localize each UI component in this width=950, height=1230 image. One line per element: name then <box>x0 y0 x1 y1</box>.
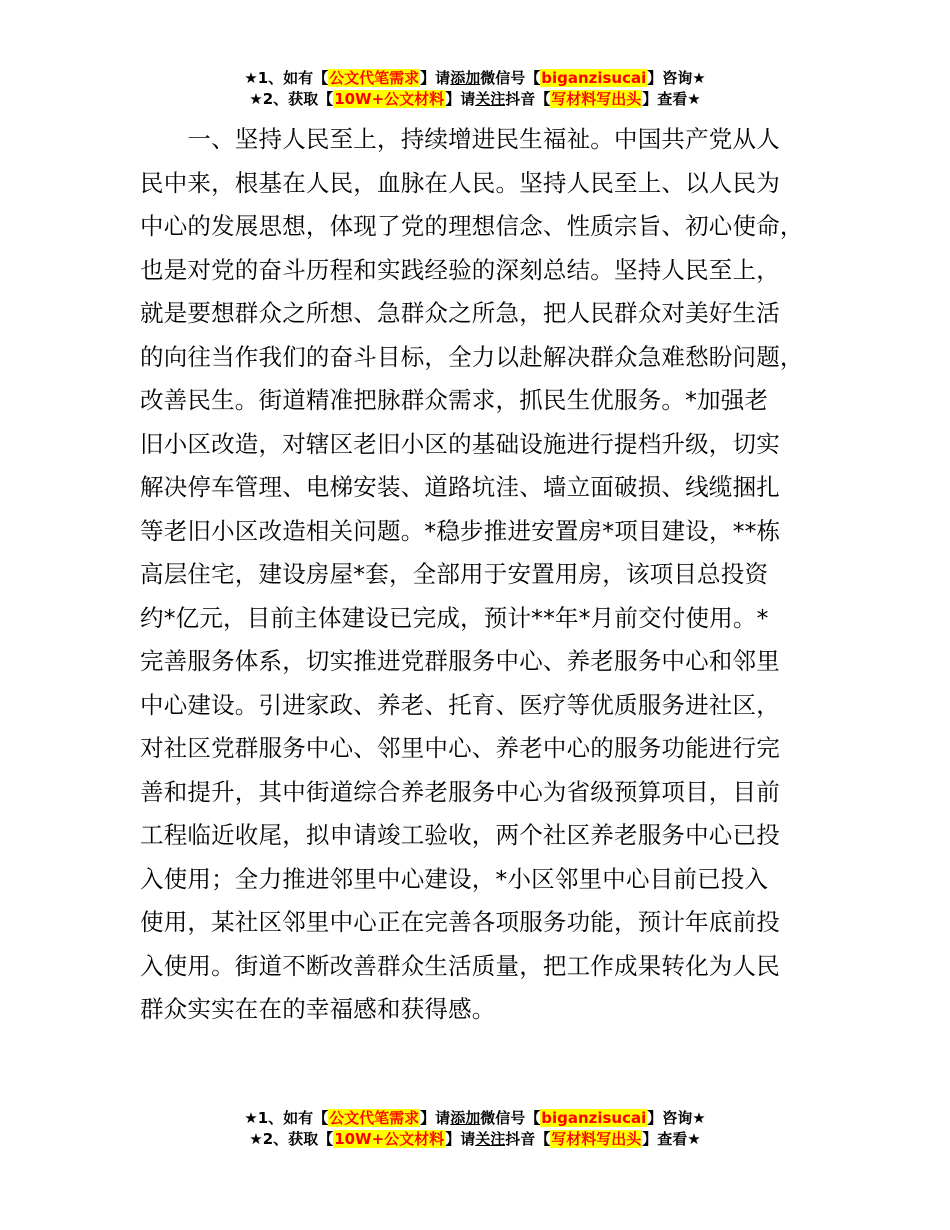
document-body <box>140 118 840 1032</box>
footer-line-2-middle-a: 】请 <box>445 1130 476 1148</box>
banner-highlight-materials: 10W+公文材料 <box>334 90 445 108</box>
body-line: 善和提升，其中街道综合养老服务中心为省级预算项目，目前 <box>140 777 780 806</box>
banner-line-1-middle-a: 】请 <box>420 69 451 87</box>
footer-line-2-prefix: ★2、获取【 <box>249 1130 334 1148</box>
banner-line-1 <box>0 68 950 89</box>
banner-line-2-middle-a: 】请 <box>445 90 476 108</box>
banner-line-2 <box>0 89 950 110</box>
body-line: 解决停车管理、电梯安装、道路坑洼、墙立面破损、线缆捆扎 <box>140 473 780 501</box>
body-line: 改善民生。街道精准把脉群众需求，抓民生优服务。*加强老 <box>140 386 769 414</box>
footer-line-1-middle-a: 】请 <box>420 1109 451 1127</box>
footer-highlight-service: 公文代笔需求 <box>329 1109 420 1127</box>
body-line: 等老旧小区改造相关问题。*稳步推进安置房*项目建设，**栋 <box>140 516 781 545</box>
footer-line-1-underlined: 添加 <box>450 1109 481 1127</box>
body-line: 群众实实在在的幸福感和获得感。 <box>140 995 496 1023</box>
body-line: 民中来，根基在人民，血脉在人民。坚持人民至上、以人民为 <box>140 168 780 197</box>
body-line: 中心的发展思想，体现了党的理想信念、性质宗旨、初心使命， <box>140 212 804 240</box>
body-line: 入使用；全力推进邻里中心建设，*小区邻里中心目前已投入 <box>140 864 769 893</box>
body-line: 高层住宅，建设房屋*套，全部用于安置用房，该项目总投资 <box>140 560 769 588</box>
footer-line-2 <box>0 1129 950 1150</box>
body-line: 一、坚持人民至上，持续增进民生福祉。中国共产党从人 <box>140 125 780 153</box>
body-line: 使用，某社区邻里中心正在完善各项服务功能，预计年底前投 <box>140 908 780 936</box>
footer-banner <box>0 1108 950 1150</box>
banner-line-2-middle-b: 抖音【 <box>505 90 551 108</box>
body-line: 的向往当作我们的奋斗目标，全力以赴解决群众急难愁盼问题， <box>140 342 804 371</box>
header-banner <box>0 68 950 110</box>
body-line: 约*亿元，目前主体建设已完成，预计**年*月前交付使用。* <box>140 603 769 632</box>
banner-line-2-underlined: 关注 <box>475 90 506 108</box>
footer-line-2-middle-b: 抖音【 <box>505 1130 551 1148</box>
banner-line-1-suffix: 】咨询★ <box>647 69 706 87</box>
banner-highlight-douyin-id: 写材料写出头 <box>551 90 642 108</box>
footer-line-1 <box>0 1108 950 1129</box>
banner-line-1-middle-b: 微信号【 <box>480 69 541 87</box>
banner-line-2-prefix: ★2、获取【 <box>249 90 334 108</box>
footer-highlight-wechat-id: biganzisucai <box>541 1109 647 1127</box>
banner-line-1-underlined: 添加 <box>450 69 481 87</box>
banner-line-1-prefix: ★1、如有【 <box>244 69 329 87</box>
body-line: 就是要想群众之所想、急群众之所急，把人民群众对美好生活 <box>140 299 780 327</box>
banner-line-2-suffix: 】查看★ <box>642 90 701 108</box>
body-line: 也是对党的奋斗历程和实践经验的深刻总结。坚持人民至上， <box>140 255 780 284</box>
body-line: 完善服务体系，切实推进党群服务中心、养老服务中心和邻里 <box>140 647 780 675</box>
footer-line-1-prefix: ★1、如有【 <box>244 1109 329 1127</box>
footer-line-1-suffix: 】咨询★ <box>647 1109 706 1127</box>
body-line: 入使用。街道不断改善群众生活质量，把工作成果转化为人民 <box>140 951 780 980</box>
footer-line-1-middle-b: 微信号【 <box>480 1109 541 1127</box>
footer-line-2-underlined: 关注 <box>475 1130 506 1148</box>
body-line: 工程临近收尾，拟申请竣工验收，两个社区养老服务中心已投 <box>140 821 780 849</box>
banner-highlight-wechat-id: biganzisucai <box>541 69 647 87</box>
body-line: 对社区党群服务中心、邻里中心、养老中心的服务功能进行完 <box>140 734 780 762</box>
footer-highlight-douyin-id: 写材料写出头 <box>551 1130 642 1148</box>
banner-highlight-service: 公文代笔需求 <box>329 69 420 87</box>
body-line: 旧小区改造，对辖区老旧小区的基础设施进行提档升级，切实 <box>140 429 780 458</box>
footer-line-2-suffix: 】查看★ <box>642 1130 701 1148</box>
body-line: 中心建设。引进家政、养老、托育、医疗等优质服务进社区， <box>140 690 780 719</box>
footer-highlight-materials: 10W+公文材料 <box>334 1130 445 1148</box>
